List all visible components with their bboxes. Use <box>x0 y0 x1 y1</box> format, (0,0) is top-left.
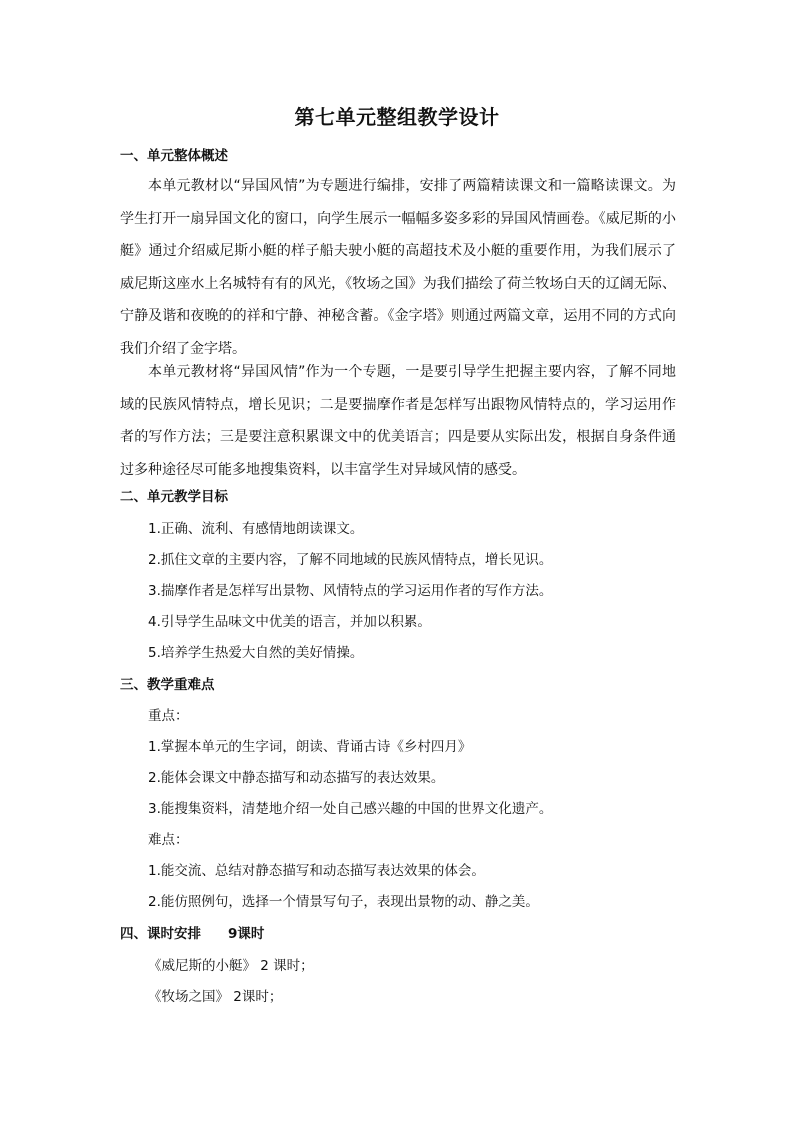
section-heading-schedule: 四、课时安排 9课时 <box>120 926 265 942</box>
list-item: 3.揣摩作者是怎样写出景物、风情特点的学习运用作者的写作方法。 <box>148 583 553 599</box>
section-heading-goals: 二、单元教学目标 <box>120 489 228 505</box>
list-item: 5.培养学生热爱大自然的美好情操。 <box>148 645 364 661</box>
list-item: 《威尼斯的小艇》 2 课时； <box>148 958 314 974</box>
section-heading-key-difficult: 三、教学重难点 <box>120 677 215 693</box>
section-heading-overview: 一、单元整体概述 <box>120 148 228 164</box>
document-title: 第七单元整组教学设计 <box>294 105 500 129</box>
list-item: 1.正确、流利、有感情地朗读课文。 <box>148 521 364 537</box>
paragraph: 本单元教材以“异国风情”为专题进行编排，安排了两篇精读课文和一篇略读课文。为学生打开一扇异国文化的窗口，向学生展示一幅幅多姿多彩的异国风情画卷。《威尼斯的小艇》通过介绍威尼斯小艇的样子船夫驶小艇的高超技术及小艇的重要作用，为我们展示了威尼斯这座水上名城特有有的风光，《牧场之国》为我们描绘了荷兰牧场白天的辽阔无际、宁静及谐和夜晚的的祥和宁静、神秘含蓄。《金字塔》则通过两篇文章，运用不同的方式向我们介绍了金字塔。 <box>120 178 676 357</box>
list-item: 2.能仿照例句，选择一个情景写句子，表现出景物的动、静之美。 <box>148 894 539 910</box>
paragraph: 本单元教材将“异国风情”作为一个专题，一是要引导学生把握主要内容，了解不同地域的民族风情特点，增长见识；二是要揣摩作者是怎样写出跟物风情特点的，学习运用作者的写作方法；三是要注意积累课文中的优美语言；四是要从实际出发，根据自身条件通过多种途径尽可能多地搜集资料，以丰富学生对异域风情的感受。 <box>120 364 676 478</box>
list-item: 3.能搜集资料，清楚地介绍一处自己感兴趣的中国的世界文化遗产。 <box>148 801 553 817</box>
difficult-points-label: 难点： <box>148 832 189 848</box>
list-item: 2.能体会课文中静态描写和动态描写的表达效果。 <box>148 770 445 786</box>
list-item: 《牧场之国》 2课时； <box>148 989 283 1005</box>
list-item: 1.能交流、总结对静态描写和动态描写表达效果的体会。 <box>148 863 485 879</box>
list-item: 2.抓住文章的主要内容，了解不同地域的民族风情特点，增长见识。 <box>148 552 553 568</box>
list-item: 1.掌握本单元的生字词，朗读、背诵古诗《乡村四月》 <box>148 739 472 755</box>
key-points-label: 重点： <box>148 708 189 724</box>
list-item: 4.引导学生品味文中优美的语言，并加以积累。 <box>148 614 431 630</box>
